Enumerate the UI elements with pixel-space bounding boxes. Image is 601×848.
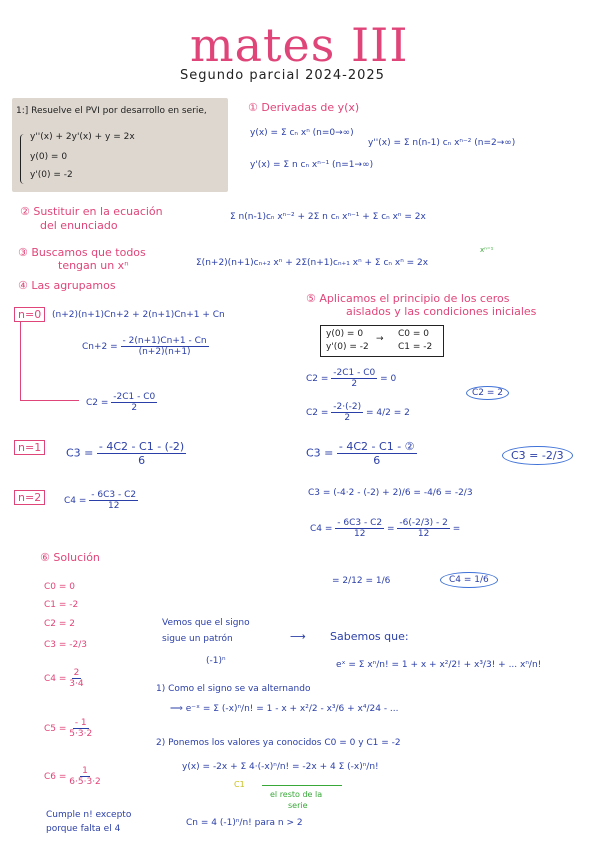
sol-c6-lhs: C6 = [44, 772, 67, 782]
c2-den: 2 [131, 403, 138, 413]
final-cn: Cn = 4 (-1)ⁿ/n! para n > 2 [186, 818, 303, 828]
sol-note2: porque falta el 4 [46, 824, 121, 834]
alt-eq: ⟹ e⁻ˣ = Σ (-x)ⁿ/n! = 1 - x + x²/2 - x³/6 + x⁴/24 - ... [170, 704, 399, 714]
sol-c5-lhs: C5 = [44, 724, 67, 734]
cn2-lhs: Cn+2 = [82, 342, 118, 352]
cn2-formula [82, 336, 209, 357]
c2a-formula [306, 368, 396, 389]
problem-statement: 1:] Resuelve el PVI por desarrollo en serie, [16, 106, 207, 116]
sol-c3: C3 = -2/3 [44, 640, 88, 650]
step1-ypp: y''(x) = Σ n(n-1) cₙ xⁿ⁻² (n=2→∞) [368, 138, 516, 148]
step1-yp: y'(x) = Σ n cₙ xⁿ⁻¹ (n=1→∞) [250, 160, 374, 170]
final-rest2: serie [288, 801, 308, 810]
pattern-ex: eˣ = Σ xⁿ/n! = 1 + x + x²/2! + x³/3! + ... xⁿ/n! [336, 660, 542, 670]
final-c1: C1 [234, 780, 245, 789]
cn2-num: - 2(n+1)Cn+1 - Cn [122, 336, 207, 346]
c4-result-circle: C4 = 1/6 [440, 572, 498, 588]
cn2-den: (n+2)(n+1) [138, 347, 191, 357]
problem-eq3: y'(0) = -2 [30, 170, 73, 180]
recurrence: (n+2)(n+1)Cn+2 + 2(n+1)Cn+1 + Cn [52, 310, 225, 320]
final-rest1: el resto de la [270, 790, 323, 799]
c4a-lhs: C4 = [310, 524, 333, 534]
sol-c6-den: 6·5·3·2 [69, 777, 101, 787]
c4a-frac [335, 518, 384, 539]
c2b-formula [306, 402, 410, 423]
c2-formula [86, 392, 157, 413]
c2a-den: 2 [351, 379, 358, 389]
ic-r1: C0 = 0 [398, 329, 429, 339]
step4-label: ④ Las agrupamos [18, 279, 116, 292]
sol-c5 [44, 718, 92, 739]
ic-r2: C1 = -2 [398, 342, 433, 352]
c3a-formula [306, 440, 417, 467]
c2-num: -2C1 - C0 [113, 392, 156, 402]
step2-label: ② Sustituir en la ecuación [20, 205, 163, 218]
case-n1: n=1 [14, 440, 45, 455]
step1-label: ① Derivadas de y(x) [248, 101, 360, 114]
step1-y: y(x) = Σ cₙ xⁿ (n=0→∞) [250, 128, 354, 138]
sol-c4 [44, 668, 84, 689]
pattern-l1: Vemos que el signo [162, 618, 250, 628]
c2-frac [111, 392, 157, 413]
c4-lhs: C4 = [64, 496, 87, 506]
ic-1: y(0) = 0 [326, 329, 364, 339]
c4a-den2: 12 [417, 529, 430, 539]
c3-frac [97, 440, 186, 467]
alt-l1: 1) Como el signo se va alternando [156, 684, 311, 694]
c2a-num: -2C1 - C0 [333, 368, 376, 378]
c2b-num: -2·(-2) [333, 402, 362, 412]
c3-den: 6 [138, 454, 146, 467]
c3-formula [66, 440, 186, 467]
c2-lhs: C2 = [86, 398, 109, 408]
step3-label2: tengan un xⁿ [58, 259, 129, 272]
c4a-frac2 [397, 518, 449, 539]
step6-label: ⑥ Solución [40, 551, 100, 564]
step3-eq: Σ(n+2)(n+1)cₙ₊₂ xⁿ + 2Σ(n+1)cₙ₊₁ xⁿ + Σ cₙ xⁿ = 2x [196, 258, 429, 268]
sol-c4-num: 2 [73, 668, 80, 678]
page-subtitle: Segundo parcial 2024-2025 [180, 68, 385, 83]
c4-den: 12 [107, 501, 120, 511]
c4-num: - 6C3 - C2 [91, 490, 137, 500]
sol-c6 [44, 766, 101, 787]
case-n2: n=2 [14, 490, 45, 505]
c3-lhs: C3 = [66, 446, 94, 460]
c4-frac [89, 490, 138, 511]
c4a-den: 12 [353, 529, 366, 539]
bracket-line [20, 322, 79, 401]
sol-c4-lhs: C4 = [44, 674, 67, 684]
c3a-num: - 4C2 - C1 - ② [338, 440, 415, 453]
page-title: mates III [190, 18, 409, 72]
sol-c6-frac [69, 766, 101, 787]
step3-note: xⁿ⁼¹ [480, 246, 494, 254]
sol-c2: C2 = 2 [44, 619, 75, 629]
c4a-end: = [452, 524, 461, 534]
sol-c5-frac [69, 718, 92, 739]
c4a-formula [310, 518, 460, 539]
cn2-frac [121, 336, 209, 357]
step3-label: ③ Buscamos que todos [18, 246, 146, 259]
c4a-mid: = [387, 524, 395, 534]
ic-2: y'(0) = -2 [326, 342, 369, 352]
sol-c6-num: 1 [82, 766, 88, 776]
c2b-lhs: C2 = [306, 408, 329, 418]
sol-c4-frac [69, 668, 83, 689]
c3a-den: 6 [373, 454, 381, 467]
c2a-frac [331, 368, 377, 389]
problem-eq2: y(0) = 0 [30, 152, 68, 162]
c2b-rhs: = 4/2 = 2 [366, 408, 410, 418]
pattern-l2: sigue un patrón [162, 634, 233, 644]
problem-eq1: y''(x) + 2y'(x) + y = 2x [30, 132, 135, 142]
problem-photo [12, 98, 228, 192]
case-n0: n=0 [14, 307, 45, 322]
rest-underline [262, 785, 342, 786]
c4a-num2: -6(-2/3) - 2 [399, 518, 448, 528]
sol-c1: C1 = -2 [44, 600, 79, 610]
sol-c5-num: - 1 [74, 718, 87, 728]
c4a-num: - 6C3 - C2 [337, 518, 383, 528]
c3-result-circle: C3 = -2/3 [502, 446, 573, 465]
step5-label2: aislados y las condiciones iniciales [346, 305, 537, 318]
c2b-den: 2 [344, 413, 351, 423]
c4-formula [64, 490, 138, 511]
final-eq: y(x) = -2x + Σ 4·(-x)ⁿ/n! = -2x + 4 Σ (-x)ⁿ/n! [182, 762, 379, 772]
brace [20, 134, 27, 184]
c3a-frac [337, 440, 417, 467]
step2-label2: del enunciado [40, 219, 118, 232]
pattern-know: Sabemos que: [330, 630, 409, 643]
sol-c0: C0 = 0 [44, 582, 75, 592]
step5-label: ⑤ Aplicamos el principio de los ceros [306, 292, 510, 305]
step2-eq: Σ n(n-1)cₙ xⁿ⁻² + 2Σ n cₙ xⁿ⁻¹ + Σ cₙ xⁿ = 2x [230, 212, 426, 222]
sol-c4-den: 3·4 [69, 679, 84, 689]
c3-num: - 4C2 - C1 - (-2) [98, 440, 185, 453]
sol-note1: Cumple n! excepto [46, 810, 132, 820]
sol-c5-den: 5·3·2 [69, 729, 93, 739]
final-l1: 2) Ponemos los valores ya conocidos C0 = 0 y C1 = -2 [156, 738, 401, 748]
c2a-lhs: C2 = [306, 374, 329, 384]
c2-result-circle: C2 = 2 [466, 386, 509, 400]
c2b-frac [331, 402, 363, 423]
c4b-formula: = 2/12 = 1/6 [332, 576, 391, 586]
pattern-l3: (-1)ⁿ [206, 656, 226, 666]
pattern-arrow: ⟶ [290, 630, 306, 643]
c3a-lhs: C3 = [306, 446, 334, 460]
c2a-rhs: = 0 [380, 374, 397, 384]
ic-arrow: → [376, 334, 384, 344]
c3b-formula: C3 = (-4·2 - (-2) + 2)/6 = -4/6 = -2/3 [308, 488, 473, 498]
